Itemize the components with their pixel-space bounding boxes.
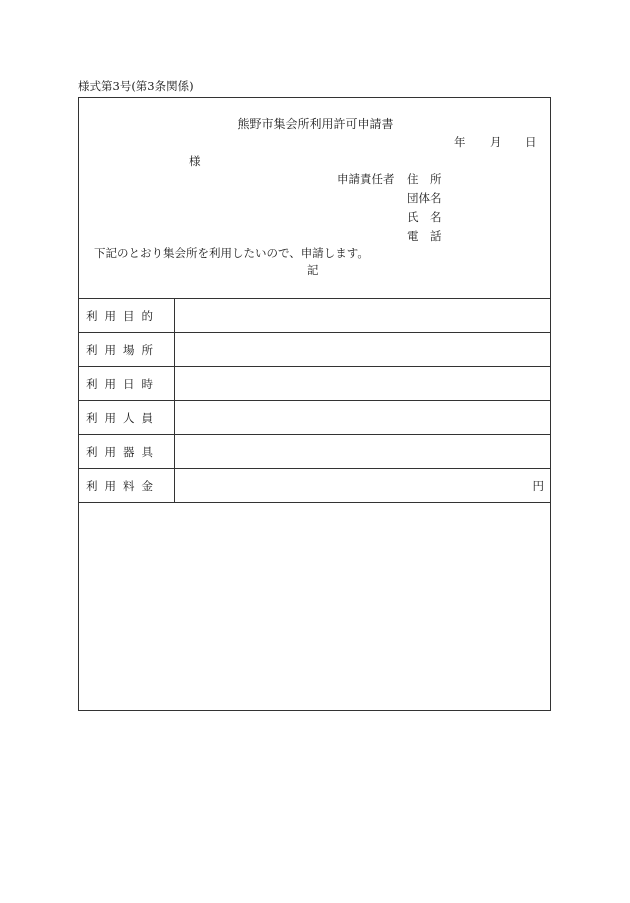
equipment-field[interactable] [175, 435, 551, 469]
row-label-purpose: 利 用 目 的 [79, 299, 175, 333]
form-number: 様式第3号(第3条関係) [78, 79, 194, 93]
row-label-attendees: 利 用 人 員 [79, 401, 175, 435]
row-label-location: 利 用 場 所 [79, 333, 175, 367]
row-label-datetime: 利 用 日 時 [79, 367, 175, 401]
group-name-label: 団体名 [407, 191, 442, 205]
location-field[interactable] [175, 333, 551, 367]
fee-field[interactable]: 円 [175, 469, 551, 503]
date-month-label: 月 [490, 135, 502, 149]
addressee-suffix: 様 [189, 154, 201, 168]
usage-details-table [78, 298, 551, 503]
table-row [79, 469, 551, 503]
person-name-label: 氏 名 [407, 210, 442, 224]
date-year-label: 年 [454, 135, 466, 149]
applicant-label: 申請責任者 [337, 172, 395, 186]
form-title: 熊野市集会所利用許可申請書 [237, 117, 394, 131]
request-statement: 下記のとおり集会所を利用したいので、申請します。 [94, 246, 369, 260]
table-row [79, 299, 551, 333]
phone-label: 電 話 [407, 229, 442, 243]
address-label: 住 所 [407, 172, 442, 186]
table-row [79, 367, 551, 401]
application-form-frame [78, 97, 551, 711]
row-label-equipment: 利 用 器 具 [79, 435, 175, 469]
datetime-field[interactable] [175, 367, 551, 401]
notes-heading: 記 [307, 263, 319, 277]
table-row [79, 333, 551, 367]
date-day-label: 日 [525, 135, 537, 149]
row-label-fee: 利 用 料 金 [79, 469, 175, 503]
attendees-field[interactable] [175, 401, 551, 435]
table-row [79, 435, 551, 469]
table-row [79, 401, 551, 435]
purpose-field[interactable] [175, 299, 551, 333]
